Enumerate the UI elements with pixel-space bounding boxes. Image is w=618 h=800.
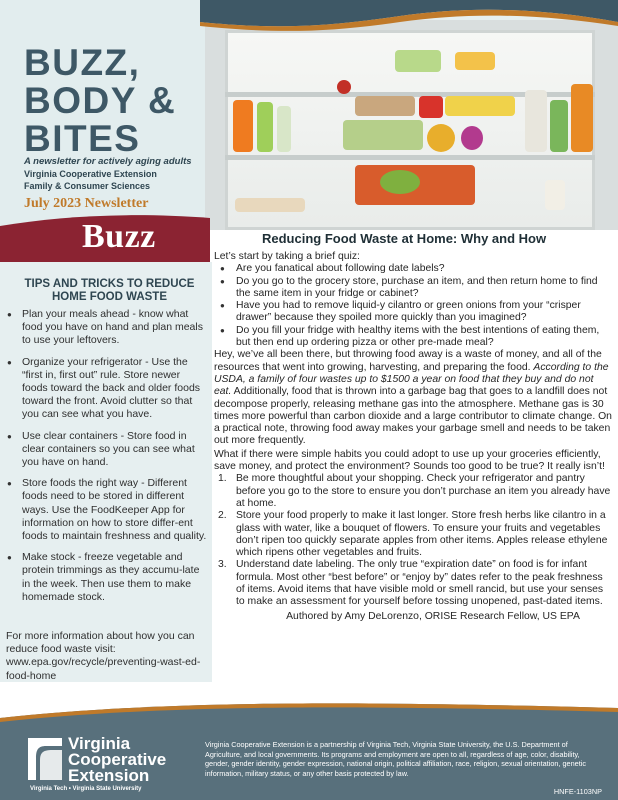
- footer-disclaimer: Virginia Cooperative Extension is a partnership of Virginia Tech, Virginia State University, the U.S. Department of Agriculture, and local governments. Its programs and employment are open to all, regardless of age, color, disability, gender, gender identity, gender expression, national origin, political affiliation, race, religion, sexual orientation, genetic information, military status, or any other basis protected by law.: [205, 740, 587, 778]
- usda-statistic: According to the USDA, a family of four wastes up to $1500 a year on food that they buy and do not eat.: [214, 361, 609, 398]
- quiz-item: ● Are you fanatical about following date labels?: [214, 263, 612, 275]
- tip-item: ● Plan your meals ahead - know what food you have on hand and plan meals to use your leftovers.: [6, 308, 208, 348]
- paragraph-1-start: Hey, we’ve all been there, but throwing food away is a waste of money, and all of the resources that went into growing, harvesting, and preparing the food.: [214, 349, 602, 373]
- paragraph-1: [214, 349, 612, 447]
- quiz-item: ● Have you had to remove liquid-y cilantro or green onions from your “crisper drawer” because they spoiled more quickly than you imagined?: [214, 300, 612, 325]
- logo-line-2: Cooperative: [68, 750, 167, 769]
- logo-wordmark: [68, 736, 166, 784]
- quiz-item: ● Do you go to the grocery store, purchase an item, and then return home to find the same item in your fridge or cabinet?: [214, 276, 612, 301]
- tip-item: ● Make stock - freeze vegetable and protein trimmings as they accumu-late in the week. Then use them to make homemade stock.: [6, 551, 208, 604]
- tip-item: ● Store foods the right way - Different foods need to be stored in different ways. Use the FoodKeeper App for information on how to store differ-ent foods to maintain freshness and quality.: [6, 477, 208, 543]
- article-intro: Let’s start by taking a brief quiz:: [214, 251, 360, 262]
- tips-list: [6, 308, 208, 612]
- title-line-2: BODY &: [24, 80, 177, 121]
- step-number: 2.: [218, 510, 227, 522]
- paragraph-1-end: Additionally, food that is thrown into a garbage bag that goes to a landfill does not decompose properly, releasing methane gas into the atmosphere. Methane gas is 30 times more powerful than carbon dioxide and a large contributor to climate change. On a practical note, throwing food away makes your garbage smell and needs to be taken out more frequently.: [214, 386, 612, 447]
- step-item: [214, 559, 612, 608]
- publication-code: HNFE-1103NP: [553, 787, 602, 796]
- more-info-text: For more information about how you can reduce food waste visit: www.epa.gov/recycle/preventing-wast-ed-food-home: [6, 630, 201, 682]
- logo-line-1: Virginia: [68, 734, 131, 753]
- tagline: A newsletter for actively aging adults: [24, 156, 192, 167]
- step-number: 1.: [218, 473, 227, 485]
- article-body: [214, 251, 612, 623]
- title-line-1: BUZZ,: [24, 42, 141, 83]
- paragraph-2: What if there were simple habits you could adopt to use up your groceries efficiently, save money, and protect the environment? Sounds too good to be true? It really isn’t!: [214, 448, 605, 473]
- step-item: [214, 510, 612, 559]
- tips-heading: TIPS AND TRICKS TO REDUCE HOME FOOD WASTE: [24, 278, 195, 303]
- step-item: [214, 473, 612, 510]
- tip-item: ● Organize your refrigerator - Use the “first in, first out” rule. Store newer foods toward the back and older foods toward the front. Avoid clutter so that you can see what you have.: [6, 356, 208, 422]
- quiz-item: ● Do you fill your fridge with healthy items with the best intentions of eating them, but then end up ordering pizza or other pre-made meal?: [214, 325, 612, 350]
- logo-line-3: Extension: [68, 766, 150, 785]
- tip-item: ● Use clear containers - Store food in clear containers so you can see what you have on hand.: [6, 430, 208, 470]
- org-line-1: Virginia Cooperative Extension: [24, 169, 157, 179]
- author-credit: Authored by Amy DeLorenzo, ORISE Research Fellow, US EPA: [286, 610, 580, 622]
- step-text: Understand date labeling. The only true “expiration date” on food is for infant formula. Most other “best before” or “enjoy by” dates refer to the peak freshness of items. Avoid items that have visible mold or smell rancid, but use your senses to make an assessment for yourself before tossing unopened, past-dated items.: [236, 559, 604, 608]
- step-text: Be more thoughtful about your shopping. Check your refrigerator and pantry before you go to the store to ensure you don’t purchase an item you already have at home.: [236, 473, 611, 509]
- article-title: Reducing Food Waste at Home: Why and How: [262, 231, 547, 246]
- newsletter-title: [24, 44, 214, 158]
- refrigerator-photo: [205, 20, 618, 230]
- title-line-3: BITES: [24, 118, 141, 159]
- org-line-2: Family & Consumer Sciences: [24, 181, 151, 191]
- logo-subtitle: Virginia Tech • Virginia State University: [30, 786, 142, 792]
- issue-date: July 2023 Newsletter: [24, 196, 149, 211]
- step-number: 3.: [218, 559, 227, 571]
- buzz-banner-label: Buzz: [82, 218, 156, 255]
- step-text: Store your food properly to make it last longer. Store fresh herbs like cilantro in a glass with water, like a bouquet of flowers. To ensure your fruits and vegetables don’t ripen too quickly separate apples from other items. Apples release ethylene which ripens other vegetables and fruits.: [236, 510, 608, 559]
